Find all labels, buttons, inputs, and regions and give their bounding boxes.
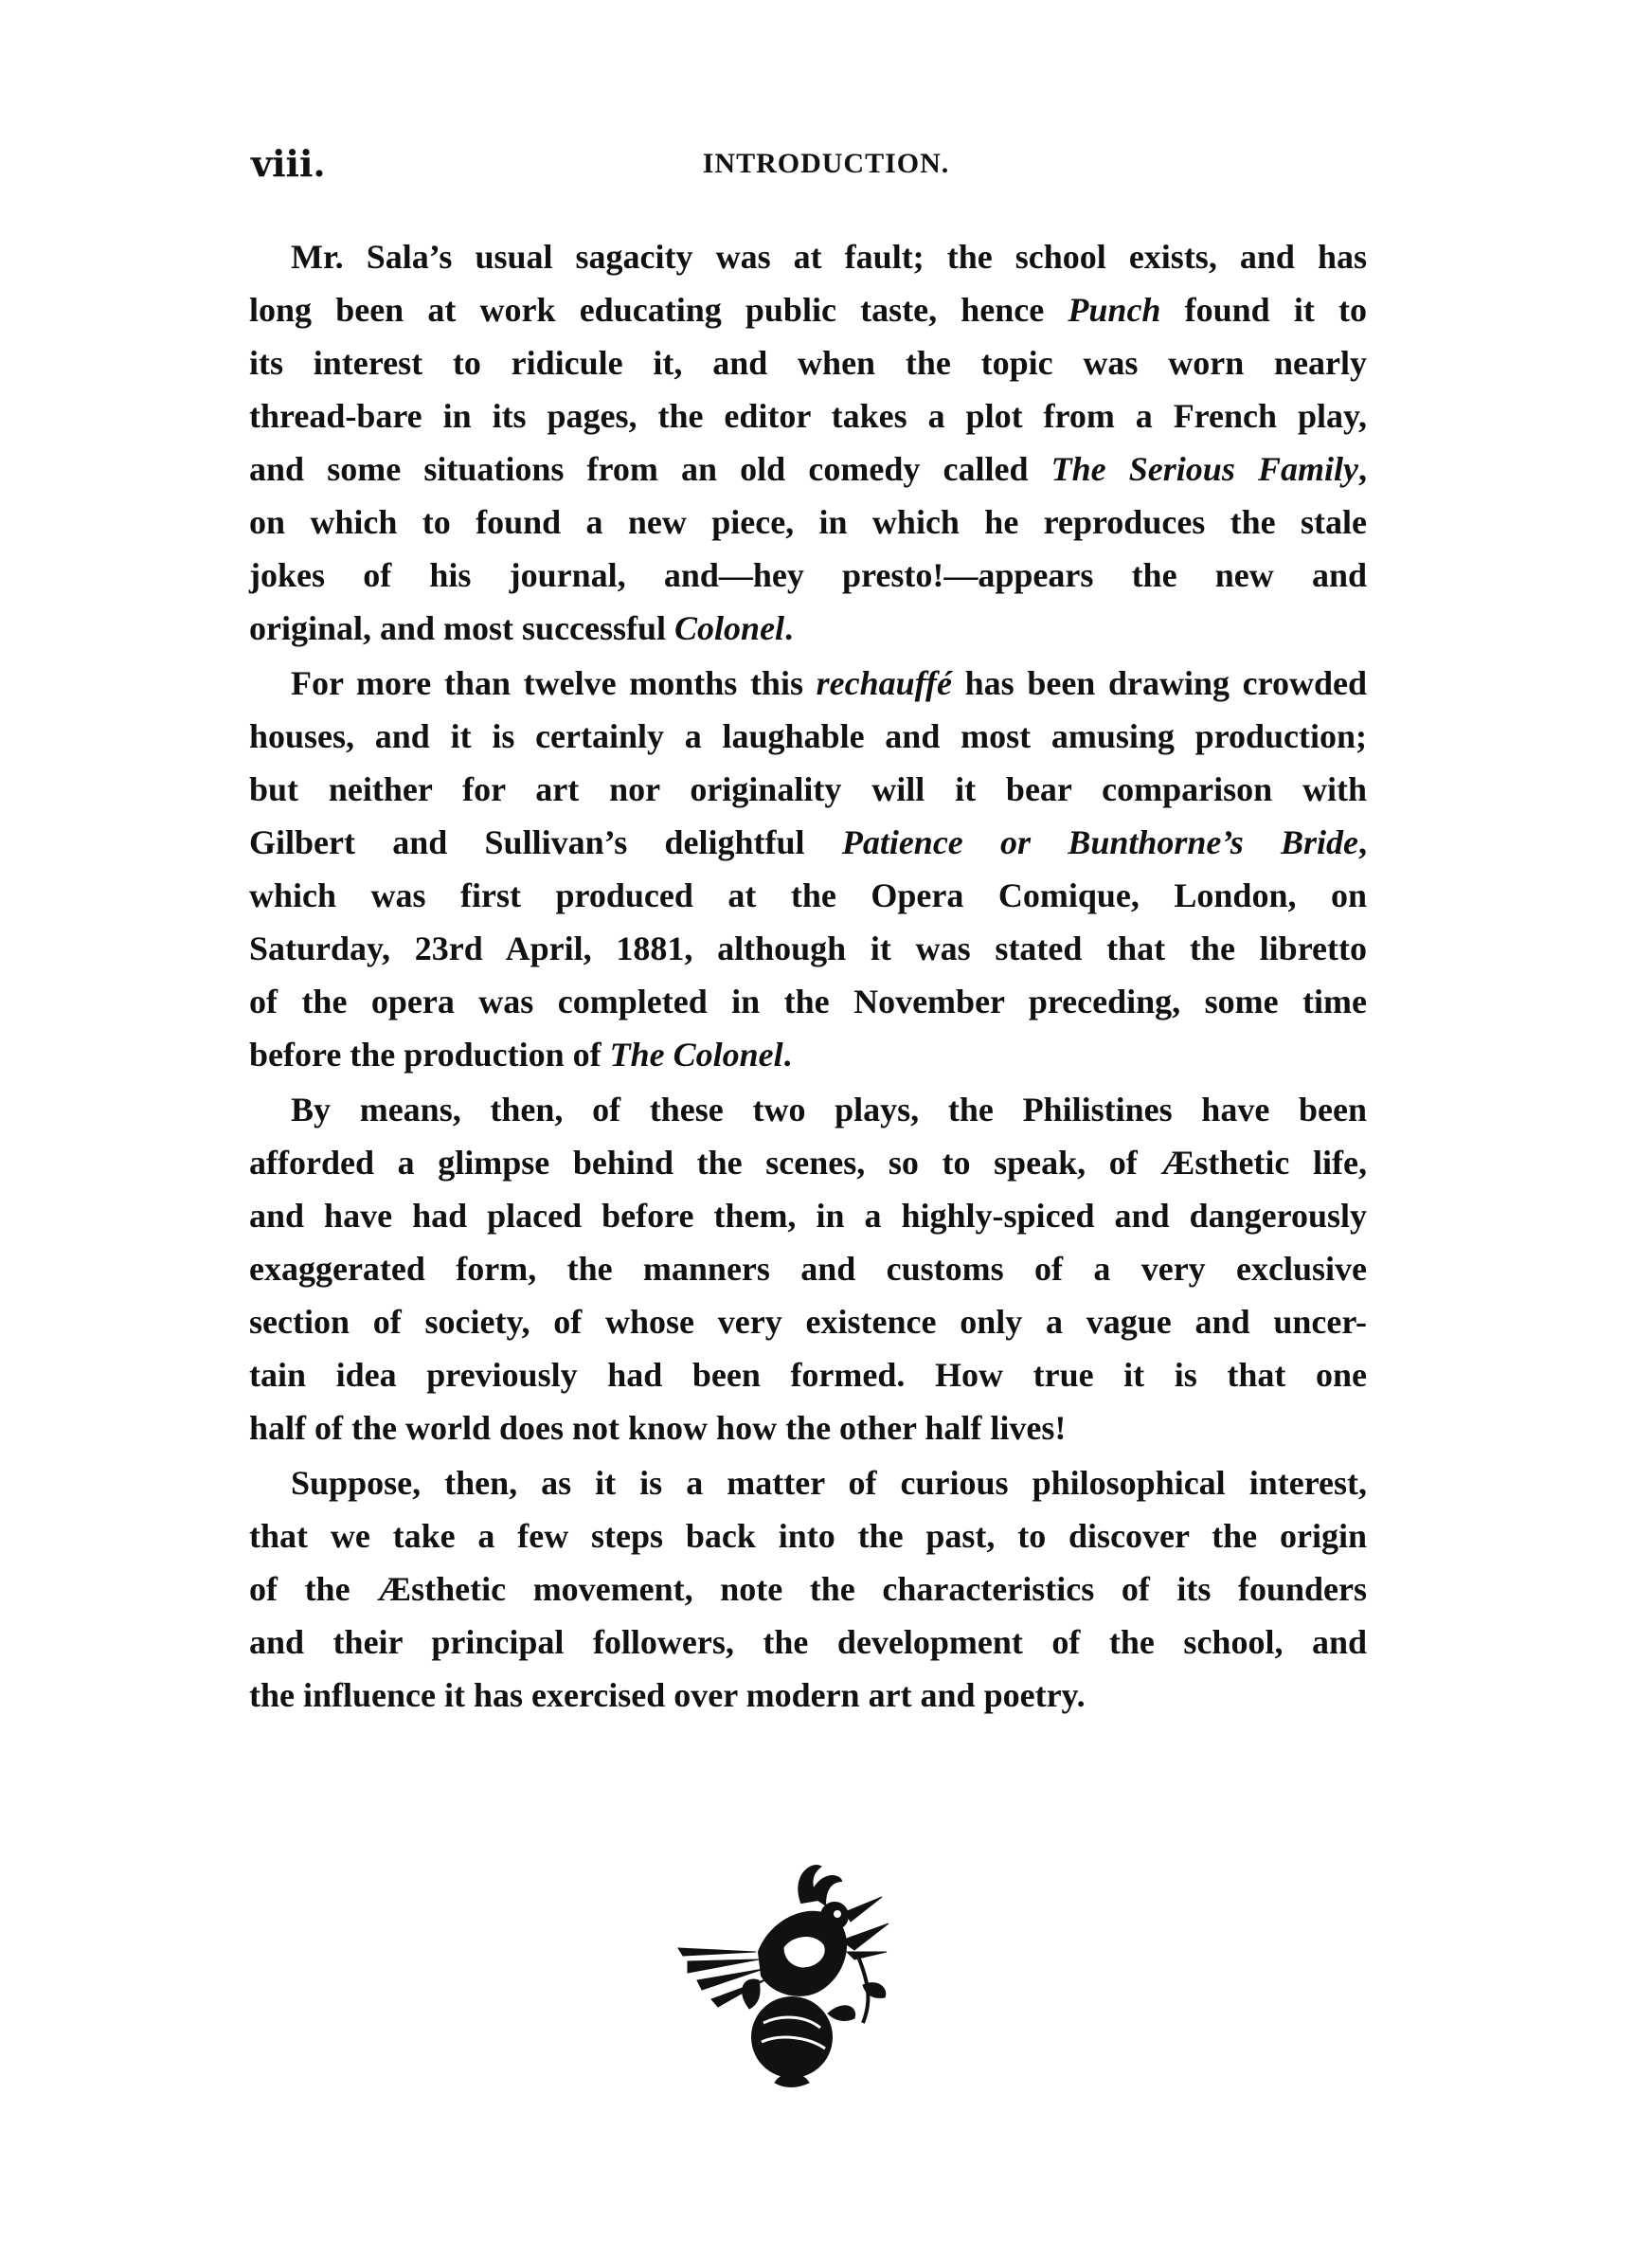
text-line [249,1401,1367,1454]
text-line [249,549,1367,602]
text-run: thread-bare in its pages, the editor takes a plot from a French play, [249,397,1367,435]
text-run: , [1358,823,1367,861]
text-line [249,442,1367,496]
text-line [249,1456,1367,1509]
text-run: has been drawing crowded [951,664,1367,702]
text-run: For more than twelve months this [291,664,817,702]
text-run: . [782,1036,792,1074]
text-run: and have had placed before them, in a highly-spiced and dangerously [249,1197,1367,1235]
text-run: which was first produced at the Opera Comique, London, on [249,876,1367,914]
text-run: its interest to ridicule it, and when the topic was worn nearly [249,344,1367,382]
text-run: Mr. Sala’s usual sagacity was at fault; the school exists, and has [291,238,1367,276]
italic-title: The Serious Family [1050,450,1358,488]
text-run: tain idea previously had been formed. How true it is that one [249,1356,1367,1394]
italic-title: Patience or Bunthorne’s Bride [841,823,1358,861]
paragraph-3 [249,1083,1367,1454]
paragraph-1 [249,230,1367,655]
text-line [249,816,1367,869]
text-run: Gilbert and Sullivan’s delightful [249,823,842,861]
text-run: Suppose, then, as it is a matter of curious philosophical interest, [291,1464,1367,1502]
text-run: and some situations from an old comedy called [249,450,1051,488]
text-run: jokes of his journal, and—hey presto!—appears the new and [249,556,1367,594]
text-run: the influence it has exercised over modern art and poetry. [249,1676,1086,1714]
text-line [249,869,1367,922]
text-run: exaggerated form, the manners and customs of a very exclusive [249,1250,1367,1288]
text-line [249,1616,1367,1669]
text-line [249,763,1367,816]
italic-title: Punch [1068,291,1161,329]
text-run: Saturday, 23rd April, 1881, although it was stated that the libretto [249,930,1367,967]
paragraph-2 [249,657,1367,1081]
italic-title: The Colonel [609,1036,783,1074]
text-line [249,283,1367,336]
text-line [249,336,1367,389]
paragraph-4 [249,1456,1367,1722]
text-line [249,1295,1367,1348]
text-line [249,1189,1367,1242]
text-line [249,1562,1367,1616]
text-line [249,710,1367,763]
text-line [249,1509,1367,1562]
text-run: on which to found a new piece, in which he reproduces the stale [249,503,1367,541]
page-number: viii. [251,142,326,185]
text-run: . [784,609,794,647]
text-line [249,975,1367,1028]
text-run: , [1358,450,1367,488]
body-text [249,230,1367,1722]
text-line [249,1136,1367,1189]
italic-title: Colonel [674,609,785,647]
text-run: but neither for art nor originality will it bear comparison with [249,770,1367,808]
running-head: INTRODUCTION. [702,148,950,179]
text-run: afforded a glimpse behind the scenes, so to speak, of Æsthetic life, [249,1144,1367,1182]
page-header [0,142,1652,190]
text-line [249,1083,1367,1136]
text-line [249,922,1367,975]
text-line [249,602,1367,655]
text-line [249,1348,1367,1401]
italic-title: rechauffé [816,664,952,702]
text-run: of the opera was completed in the November preceding, some time [249,983,1367,1020]
text-line [249,657,1367,710]
text-line [249,1028,1367,1081]
text-line [249,496,1367,549]
text-run: section of society, of whose very existence only a vague and uncer- [249,1303,1367,1341]
text-line [249,1242,1367,1295]
text-run: original, and most successful [249,609,675,647]
text-run: half of the world does not know how the other half lives! [249,1409,1067,1447]
text-line [249,389,1367,442]
bird-on-branch-vignette-icon [669,1857,906,2094]
text-run: found it to [1160,291,1368,329]
text-run: and their principal followers, the development of the school, and [249,1623,1367,1661]
text-run: that we take a few steps back into the past, to discover the origin [249,1517,1367,1555]
text-line [249,1669,1367,1722]
text-run: before the production of [249,1036,610,1074]
text-line [249,230,1367,283]
text-run: houses, and it is certainly a laughable and most amusing production; [249,717,1367,755]
text-run: of the Æsthetic movement, note the characteristics of its founders [249,1570,1367,1608]
text-run: By means, then, of these two plays, the Philistines have been [291,1091,1367,1128]
text-run: long been at work educating public taste, hence [249,291,1068,329]
